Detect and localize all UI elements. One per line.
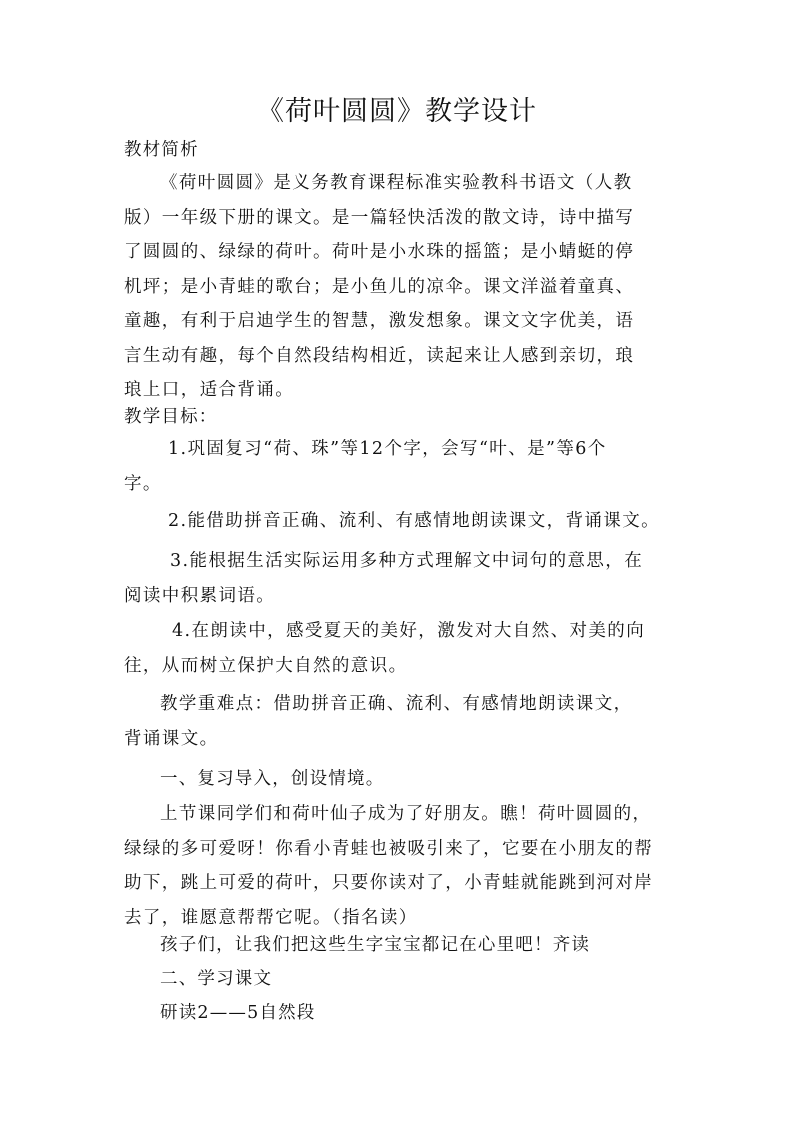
analysis-line-3: 了圆圆的、绿绿的荷叶。荷叶是小水珠的摇篮；是小蜻蜓的停 [124, 242, 635, 262]
key-points-line-2: 背诵课文。 [124, 728, 219, 749]
analysis-paragraph [124, 166, 634, 408]
key-points [124, 687, 633, 756]
intro-closing: 孩子们，让我们把这些生字宝宝都记在心里吧！齐读 [160, 935, 591, 955]
goal-3-line-1: 3.能根据生活实际运用多种方式理解文中词句的意思，在 [170, 551, 644, 571]
intro-heading: 一、复习导入，创设情境。 [160, 769, 385, 789]
document-title: 《荷叶圆圆》教学设计 [257, 96, 537, 127]
analysis-heading: 教材简析 [124, 140, 199, 160]
goal-1-line-1: 1.巩固复习“荷、珠”等12个字，会写“叶、是”等6个 [168, 439, 607, 459]
key-points-line-1: 教学重难点：借助拼音正确、流利、有感情地朗读课文， [160, 694, 633, 714]
intro-line-3: 助下，跳上可爱的荷叶，只要你读对了，小青蛙就能跳到河对岸 [124, 873, 654, 893]
goal-4 [124, 614, 645, 683]
analysis-line-5: 童趣，有利于启迪学生的智慧，激发想象。课文文字优美，语 [124, 311, 635, 331]
intro-line-4: 去了，谁愿意帮帮它呢。（指名读） [124, 907, 418, 928]
analysis-line-2: 版）一年级下册的课文。是一篇轻快活泼的散文诗，诗中描写 [124, 207, 635, 228]
goal-1 [124, 432, 607, 501]
goal-2 [124, 504, 660, 539]
goal-3-line-2: 阅读中积累词语。 [124, 585, 276, 606]
learn-heading: 二、学习课文 [160, 969, 273, 989]
goal-4-line-1: 4.在朗读中，感受夏天的美好，激发对大自然、对美的向 [172, 621, 646, 641]
goal-2-line-1: 2.能借助拼音正确、流利、有感情地朗读课文，背诵课文。 [168, 511, 660, 531]
intro-line-2: 绿绿的多可爱呀！你看小青蛙也被吸引来了，它要在小朋友的帮 [124, 838, 654, 859]
analysis-line-4: 机坪；是小青蛙的歌台；是小鱼儿的凉伞。课文洋溢着童真、 [124, 276, 635, 297]
goal-1-line-2: 字。 [124, 473, 162, 494]
goal-4-line-2: 往，从而树立保护大自然的意识。 [124, 655, 408, 676]
analysis-line-1: 《荷叶圆圆》是义务教育课程标准实验教科书语文（人教 [160, 173, 633, 193]
learn-subheading: 研读2——5自然段 [160, 1003, 316, 1023]
analysis-line-7: 琅上口，适合背诵。 [124, 380, 295, 400]
analysis-line-6: 言生动有趣，每个自然段结构相近，读起来让人感到亲切，琅 [124, 345, 635, 366]
goal-3 [124, 544, 643, 613]
goals-heading: 教学目标： [124, 407, 218, 427]
intro-paragraph [124, 797, 653, 935]
intro-line-1: 上节课同学们和荷叶仙子成为了好朋友。瞧！荷叶圆圆的， [160, 804, 652, 824]
